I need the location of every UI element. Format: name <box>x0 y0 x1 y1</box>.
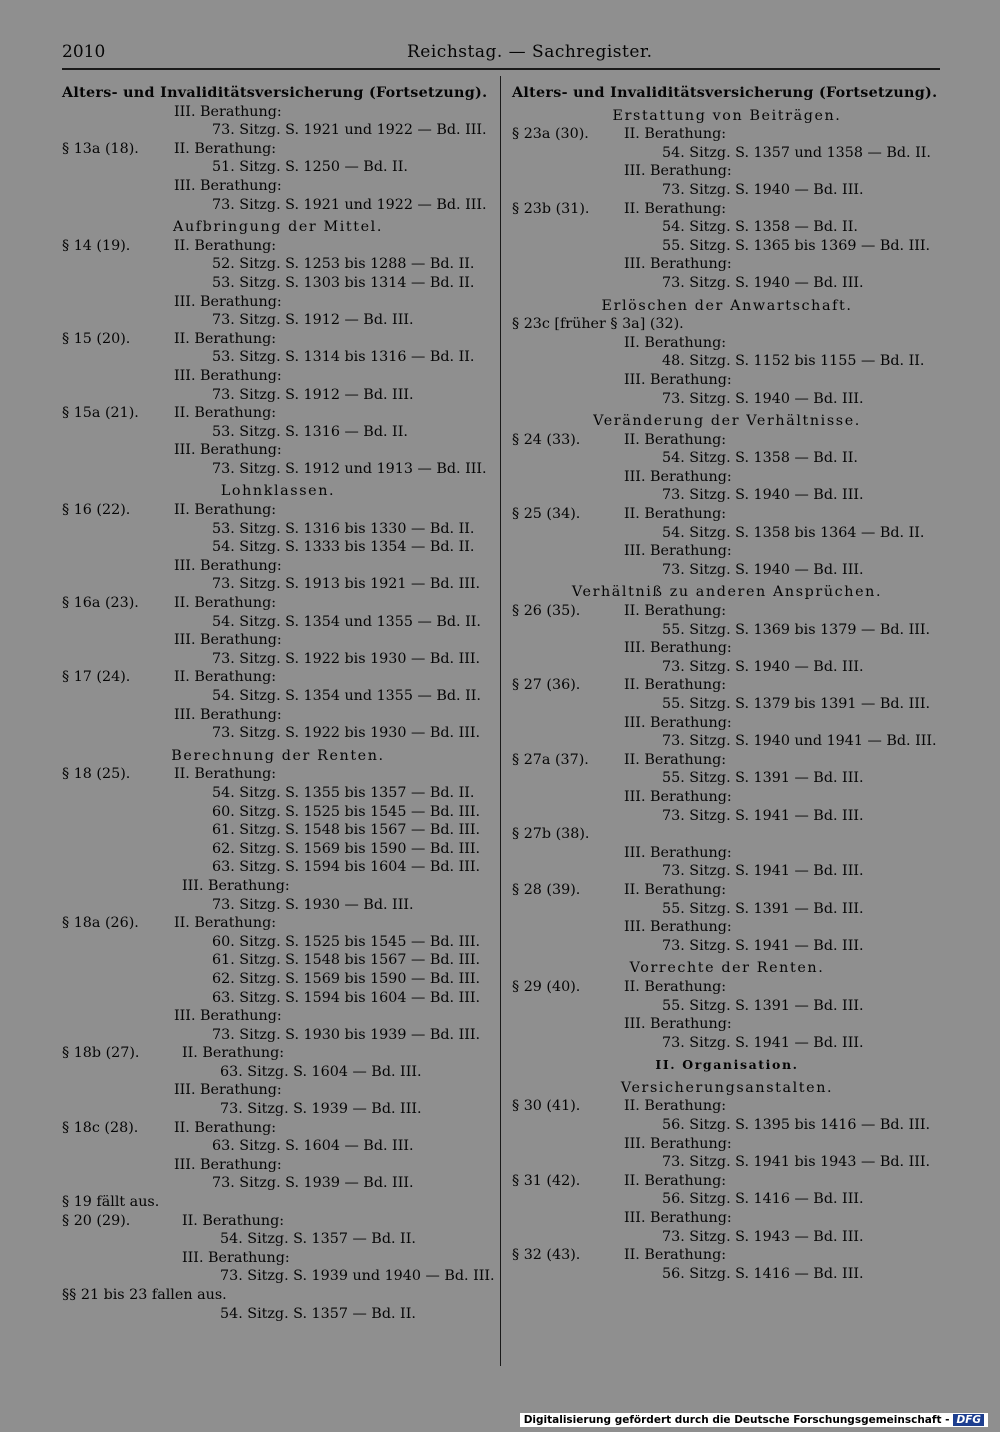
paragraph-number: § 24 (33). <box>512 431 581 448</box>
index-line <box>62 177 494 196</box>
paragraph-number: § 28 (39). <box>512 881 581 898</box>
index-line <box>62 1305 494 1324</box>
index-line <box>512 1190 942 1209</box>
footer-text: Digitalisierung gefördert durch die Deutsche Forschungsgemeinschaft - <box>523 1414 950 1426</box>
session-reference: 73. Sitzg. S. 1941 — Bd. III. <box>662 863 864 880</box>
index-line <box>62 330 494 349</box>
reading-label: II. Berathung: <box>624 506 727 523</box>
paragraph-number: § 15 (20). <box>62 330 131 347</box>
session-reference: 54. Sitzg. S. 1357 und 1358 — Bd. II. <box>662 144 931 161</box>
paragraph-number: § 14 (19). <box>62 237 131 254</box>
reading-label: III. Berathung: <box>174 293 282 310</box>
session-reference: 54. Sitzg. S. 1357 — Bd. II. <box>220 1231 416 1248</box>
session-reference: 73. Sitzg. S. 1939 und 1940 — Bd. III. <box>220 1268 495 1285</box>
index-line <box>62 367 494 386</box>
section-heading: Lohnklassen. <box>220 483 336 500</box>
index-line <box>62 650 494 669</box>
session-reference: 55. Sitzg. S. 1365 bis 1369 — Bd. III. <box>662 237 931 254</box>
index-line <box>62 460 494 479</box>
index-line <box>62 158 494 177</box>
index-line <box>62 858 494 877</box>
session-reference: 73. Sitzg. S. 1940 und 1941 — Bd. III. <box>662 733 937 750</box>
funding-footer <box>520 1413 988 1427</box>
session-reference: 63. Sitzg. S. 1604 — Bd. III. <box>212 1138 414 1155</box>
session-reference: 73. Sitzg. S. 1930 — Bd. III. <box>212 896 414 913</box>
paragraph-number: § 15a (21). <box>62 405 139 422</box>
index-line <box>512 900 942 919</box>
index-entry: § 23c [früher § 3a] (32). <box>512 316 684 333</box>
index-line <box>512 1056 942 1075</box>
session-reference: 61. Sitzg. S. 1548 bis 1567 — Bd. III. <box>212 952 481 969</box>
session-reference: 73. Sitzg. S. 1941 — Bd. III. <box>662 807 864 824</box>
index-line <box>62 501 494 520</box>
session-reference: 52. Sitzg. S. 1253 bis 1288 — Bd. II. <box>212 256 475 273</box>
index-line <box>512 1097 942 1116</box>
reading-label: II. Berathung: <box>624 751 727 768</box>
index-line <box>512 352 942 371</box>
index-line <box>512 255 942 274</box>
index-line <box>512 621 942 640</box>
reading-label: II. Berathung: <box>174 330 277 347</box>
index-line <box>512 881 942 900</box>
reading-label: II. Berathung: <box>624 334 727 351</box>
reading-label: III. Berathung: <box>174 367 282 384</box>
reading-label: III. Berathung: <box>624 163 732 180</box>
index-line <box>62 896 494 915</box>
session-reference: 53. Sitzg. S. 1314 bis 1316 — Bd. II. <box>212 349 475 366</box>
session-reference: 73. Sitzg. S. 1912 und 1913 — Bd. III. <box>212 460 487 477</box>
paragraph-number: § 13a (18). <box>62 140 139 157</box>
reading-label: II. Berathung: <box>624 1172 727 1189</box>
reading-label: II. Berathung: <box>174 502 277 519</box>
index-line <box>512 144 942 163</box>
session-reference: 54. Sitzg. S. 1358 — Bd. II. <box>662 219 858 236</box>
paragraph-number: § 18 (25). <box>62 766 131 783</box>
index-line <box>512 825 942 844</box>
index-line <box>512 561 942 580</box>
session-reference: 54. Sitzg. S. 1333 bis 1354 — Bd. II. <box>212 539 475 556</box>
index-line <box>62 687 494 706</box>
reading-label: II. Berathung: <box>624 126 727 143</box>
paragraph-number: § 18b (27). <box>62 1045 140 1062</box>
index-line <box>62 1026 494 1045</box>
index-line <box>512 125 942 144</box>
index-line <box>512 732 942 751</box>
reading-label: II. Berathung: <box>174 405 277 422</box>
reading-label: III. Berathung: <box>182 1249 290 1266</box>
index-line <box>512 978 942 997</box>
index-line <box>512 844 942 863</box>
index-line <box>62 1174 494 1193</box>
index-line <box>512 486 942 505</box>
index-line <box>512 449 942 468</box>
session-reference: 73. Sitzg. S. 1912 — Bd. III. <box>212 312 414 329</box>
index-line <box>512 542 942 561</box>
session-reference: 73. Sitzg. S. 1941 bis 1943 — Bd. III. <box>662 1154 931 1171</box>
reading-label: III. Berathung: <box>174 177 282 194</box>
index-line <box>62 594 494 613</box>
index-line <box>512 505 942 524</box>
index-entry: § 19 fällt aus. <box>62 1194 160 1211</box>
section-heading: Versicherungsanstalten. <box>620 1079 834 1096</box>
right-column <box>512 84 942 1283</box>
reading-label: II. Berathung: <box>624 1098 727 1115</box>
index-line <box>512 431 942 450</box>
index-line <box>62 140 494 159</box>
paragraph-number: § 27a (37). <box>512 751 589 768</box>
session-reference: 73. Sitzg. S. 1939 — Bd. III. <box>220 1101 422 1118</box>
index-line <box>62 706 494 725</box>
index-line <box>512 807 942 826</box>
page-header <box>62 40 940 70</box>
index-line <box>62 386 494 405</box>
session-reference: 55. Sitzg. S. 1369 bis 1379 — Bd. III. <box>662 621 931 638</box>
reading-label: II. Berathung: <box>174 595 277 612</box>
paragraph-number: § 18a (26). <box>62 915 139 932</box>
section-heading: Erstattung von Beiträgen. <box>612 107 842 124</box>
session-reference: 54. Sitzg. S. 1358 — Bd. II. <box>662 450 858 467</box>
index-line <box>62 348 494 367</box>
section-heading: Erlöschen der Anwartschaft. <box>601 297 853 314</box>
paragraph-number: § 27 (36). <box>512 677 581 694</box>
index-line <box>512 181 942 200</box>
session-reference: 73. Sitzg. S. 1940 — Bd. III. <box>662 181 864 198</box>
session-reference: 60. Sitzg. S. 1525 bis 1545 — Bd. III. <box>212 933 481 950</box>
index-line <box>512 1015 942 1034</box>
reading-label: III. Berathung: <box>624 844 732 861</box>
index-line <box>512 162 942 181</box>
reading-label: II. Berathung: <box>624 431 727 448</box>
index-line <box>62 765 494 784</box>
session-reference: 56. Sitzg. S. 1395 bis 1416 — Bd. III. <box>662 1117 931 1134</box>
index-entry: §§ 21 bis 23 fallen aus. <box>62 1287 227 1303</box>
index-line <box>62 613 494 632</box>
column-heading: Alters- und Invaliditätsversicherung (Fortsetzung). <box>62 85 488 101</box>
paragraph-number: § 23b (31). <box>512 200 590 217</box>
paragraph-number: § 30 (41). <box>512 1098 581 1115</box>
reading-label: II. Berathung: <box>174 140 277 157</box>
index-line <box>512 1209 942 1228</box>
index-line <box>512 274 942 293</box>
reading-label: III. Berathung: <box>624 468 732 485</box>
session-reference: 73. Sitzg. S. 1941 — Bd. III. <box>662 1034 864 1051</box>
session-reference: 54. Sitzg. S. 1354 und 1355 — Bd. II. <box>212 688 481 704</box>
index-line <box>62 1212 494 1231</box>
paragraph-number: § 25 (34). <box>512 506 581 523</box>
index-line <box>62 724 494 743</box>
section-heading: Verhältniß zu anderen Ansprüchen. <box>571 584 883 601</box>
reading-label: III. Berathung: <box>174 1082 282 1099</box>
reading-label: II. Berathung: <box>624 603 727 620</box>
session-reference: 73. Sitzg. S. 1922 bis 1930 — Bd. III. <box>212 725 481 742</box>
index-line <box>512 959 942 978</box>
index-line <box>512 1172 942 1191</box>
reading-label: II. Berathung: <box>174 237 277 254</box>
session-reference: 53. Sitzg. S. 1316 bis 1330 — Bd. II. <box>212 520 475 537</box>
index-line <box>62 1081 494 1100</box>
reading-label: III. Berathung: <box>174 103 282 120</box>
index-line <box>62 103 494 122</box>
column-heading: Alters- und Invaliditätsversicherung (Fortsetzung). <box>512 85 938 101</box>
index-line <box>62 196 494 215</box>
reading-label: III. Berathung: <box>624 714 732 731</box>
session-reference: 54. Sitzg. S. 1354 und 1355 — Bd. II. <box>212 613 481 630</box>
session-reference: 54. Sitzg. S. 1355 bis 1357 — Bd. II. <box>212 784 475 801</box>
index-line <box>512 583 942 602</box>
section-heading: Vorrechte der Renten. <box>629 960 825 977</box>
index-line <box>62 255 494 274</box>
index-line <box>62 784 494 803</box>
index-line <box>512 1228 942 1247</box>
index-line <box>62 821 494 840</box>
session-reference: 55. Sitzg. S. 1379 bis 1391 — Bd. III. <box>662 696 931 712</box>
index-line <box>62 237 494 256</box>
reading-label: II. Berathung: <box>624 881 727 898</box>
column-divider <box>500 76 501 1366</box>
reading-label: II. Berathung: <box>174 669 277 686</box>
index-line <box>62 989 494 1008</box>
index-line <box>512 1034 942 1053</box>
index-line <box>62 520 494 539</box>
paragraph-number: § 20 (29). <box>62 1212 131 1229</box>
session-reference: 54. Sitzg. S. 1357 — Bd. II. <box>220 1305 416 1322</box>
index-line <box>62 1044 494 1063</box>
reading-label: III. Berathung: <box>624 919 732 936</box>
session-reference: 61. Sitzg. S. 1548 bis 1567 — Bd. III. <box>212 822 481 839</box>
index-line <box>512 371 942 390</box>
index-line <box>512 1079 942 1098</box>
session-reference: 73. Sitzg. S. 1930 bis 1939 — Bd. III. <box>212 1026 481 1043</box>
index-line <box>62 840 494 859</box>
index-line <box>62 1193 494 1212</box>
paragraph-number: § 17 (24). <box>62 669 131 686</box>
index-line <box>512 468 942 487</box>
reading-label: III. Berathung: <box>174 1008 282 1025</box>
session-reference: 73. Sitzg. S. 1913 bis 1921 — Bd. III. <box>212 576 481 593</box>
session-reference: 73. Sitzg. S. 1921 und 1922 — Bd. III. <box>212 196 487 213</box>
session-reference: 73. Sitzg. S. 1943 — Bd. III. <box>662 1228 864 1245</box>
session-reference: 53. Sitzg. S. 1316 — Bd. II. <box>212 423 408 440</box>
index-line <box>62 538 494 557</box>
reading-label: III. Berathung: <box>174 1156 282 1173</box>
reading-label: II. Berathung: <box>174 915 277 932</box>
paragraph-number: § 29 (40). <box>512 978 581 995</box>
session-reference: 73. Sitzg. S. 1941 — Bd. III. <box>662 937 864 954</box>
reading-label: II. Berathung: <box>174 1119 277 1136</box>
page-title: Reichstag. — Sachregister. <box>407 42 653 62</box>
reading-label: II. Berathung: <box>624 1247 727 1264</box>
index-line <box>62 311 494 330</box>
session-reference: 73. Sitzg. S. 1940 — Bd. III. <box>662 390 864 407</box>
index-line <box>512 1265 942 1284</box>
index-line <box>62 441 494 460</box>
index-line <box>512 997 942 1016</box>
reading-label: II. Berathung: <box>624 978 727 995</box>
index-line <box>512 695 942 714</box>
section-heading: Aufbringung der Mittel. <box>173 219 383 236</box>
index-line <box>62 1267 494 1286</box>
index-entry: § 27b (38). <box>512 826 590 843</box>
session-reference: 55. Sitzg. S. 1391 — Bd. III. <box>662 900 864 917</box>
index-line <box>62 1007 494 1026</box>
index-line <box>62 1249 494 1268</box>
reading-label: III. Berathung: <box>624 256 732 273</box>
index-line <box>512 200 942 219</box>
session-reference: 63. Sitzg. S. 1594 bis 1604 — Bd. III. <box>212 859 481 876</box>
index-line <box>62 482 494 501</box>
index-line <box>512 602 942 621</box>
reading-label: III. Berathung: <box>624 1135 732 1152</box>
session-reference: 55. Sitzg. S. 1391 — Bd. III. <box>662 997 864 1014</box>
index-line <box>62 1063 494 1082</box>
index-line <box>512 1116 942 1135</box>
index-line <box>62 423 494 442</box>
index-line <box>512 937 942 956</box>
dfg-logo: DFG <box>953 1414 984 1426</box>
reading-label: III. Berathung: <box>174 442 282 459</box>
reading-label: II. Berathung: <box>182 1045 285 1062</box>
index-line <box>62 951 494 970</box>
index-line <box>512 639 942 658</box>
session-reference: 62. Sitzg. S. 1569 bis 1590 — Bd. III. <box>212 970 481 987</box>
paragraph-number: § 18c (28). <box>62 1119 139 1136</box>
reading-label: III. Berathung: <box>624 788 732 805</box>
index-line <box>512 918 942 937</box>
session-reference: 60. Sitzg. S. 1525 bis 1545 — Bd. III. <box>212 803 481 820</box>
index-line <box>62 274 494 293</box>
index-line <box>512 1246 942 1265</box>
reading-label: III. Berathung: <box>624 371 732 388</box>
reading-label: II. Berathung: <box>624 677 727 694</box>
paragraph-number: § 23a (30). <box>512 126 589 143</box>
index-line <box>62 293 494 312</box>
session-reference: 73. Sitzg. S. 1940 — Bd. III. <box>662 658 864 675</box>
index-line <box>512 658 942 677</box>
index-line <box>512 390 942 409</box>
reading-label: II. Berathung: <box>174 766 277 783</box>
index-line <box>512 412 942 431</box>
index-line <box>62 1119 494 1138</box>
reading-label: III. Berathung: <box>624 543 732 560</box>
session-reference: 54. Sitzg. S. 1358 bis 1364 — Bd. II. <box>662 524 925 541</box>
index-line <box>512 237 942 256</box>
paragraph-number: § 26 (35). <box>512 603 581 620</box>
reading-label: III. Berathung: <box>174 706 282 723</box>
paragraph-number: § 16 (22). <box>62 502 131 519</box>
reading-label: III. Berathung: <box>182 877 290 894</box>
index-line <box>62 1230 494 1249</box>
session-reference: 55. Sitzg. S. 1391 — Bd. III. <box>662 770 864 787</box>
reading-label: III. Berathung: <box>624 640 732 657</box>
index-line <box>62 970 494 989</box>
index-line <box>512 315 942 334</box>
index-line <box>512 769 942 788</box>
session-reference: 73. Sitzg. S. 1922 bis 1930 — Bd. III. <box>212 650 481 667</box>
index-line <box>62 557 494 576</box>
reading-label: III. Berathung: <box>624 1210 732 1227</box>
session-reference: 51. Sitzg. S. 1250 — Bd. II. <box>212 159 408 176</box>
section-heading: Veränderung der Verhältnisse. <box>593 413 861 430</box>
index-line <box>512 676 942 695</box>
session-reference: 73. Sitzg. S. 1940 — Bd. III. <box>662 487 864 504</box>
index-line <box>62 121 494 140</box>
index-line <box>512 84 942 103</box>
subsection-heading: II. Organisation. <box>655 1057 799 1073</box>
session-reference: 56. Sitzg. S. 1416 — Bd. III. <box>662 1191 864 1208</box>
index-line <box>62 1100 494 1119</box>
reading-label: III. Berathung: <box>174 632 282 649</box>
reading-label: III. Berathung: <box>174 557 282 574</box>
index-line <box>62 404 494 423</box>
index-line <box>62 218 494 237</box>
session-reference: 73. Sitzg. S. 1912 — Bd. III. <box>212 386 414 403</box>
index-line <box>62 877 494 896</box>
index-line <box>512 218 942 237</box>
index-line <box>512 524 942 543</box>
index-line <box>62 631 494 650</box>
session-reference: 73. Sitzg. S. 1921 und 1922 — Bd. III. <box>212 122 487 139</box>
session-reference: 73. Sitzg. S. 1940 — Bd. III. <box>662 561 864 578</box>
index-line <box>62 914 494 933</box>
paragraph-number: § 31 (42). <box>512 1172 581 1189</box>
page-number: 2010 <box>62 42 106 62</box>
left-column <box>62 84 494 1323</box>
index-line <box>512 334 942 353</box>
index-line <box>512 714 942 733</box>
session-reference: 53. Sitzg. S. 1303 bis 1314 — Bd. II. <box>212 274 475 291</box>
index-line <box>62 668 494 687</box>
section-heading: Berechnung der Renten. <box>171 747 385 764</box>
session-reference: 62. Sitzg. S. 1569 bis 1590 — Bd. III. <box>212 840 481 857</box>
reading-label: II. Berathung: <box>624 200 727 217</box>
index-line <box>512 1153 942 1172</box>
index-line <box>512 107 942 126</box>
index-line <box>62 575 494 594</box>
index-line <box>512 788 942 807</box>
index-line <box>62 747 494 766</box>
session-reference: 73. Sitzg. S. 1940 — Bd. III. <box>662 274 864 291</box>
index-line <box>512 1135 942 1154</box>
session-reference: 73. Sitzg. S. 1939 — Bd. III. <box>212 1175 414 1192</box>
paragraph-number: § 16a (23). <box>62 595 139 612</box>
index-line <box>62 1156 494 1175</box>
index-line <box>512 297 942 316</box>
index-line <box>62 933 494 952</box>
index-line <box>62 1286 494 1305</box>
session-reference: 48. Sitzg. S. 1152 bis 1155 — Bd. II. <box>662 353 925 370</box>
paragraph-number: § 32 (43). <box>512 1247 581 1264</box>
index-line <box>62 1137 494 1156</box>
index-line <box>62 803 494 822</box>
reading-label: III. Berathung: <box>624 1016 732 1033</box>
index-line <box>512 751 942 770</box>
session-reference: 63. Sitzg. S. 1604 — Bd. III. <box>220 1063 422 1080</box>
session-reference: 63. Sitzg. S. 1594 bis 1604 — Bd. III. <box>212 989 481 1006</box>
index-line <box>512 862 942 881</box>
index-line <box>62 84 494 103</box>
session-reference: 56. Sitzg. S. 1416 — Bd. III. <box>662 1265 864 1282</box>
reading-label: II. Berathung: <box>182 1212 285 1229</box>
